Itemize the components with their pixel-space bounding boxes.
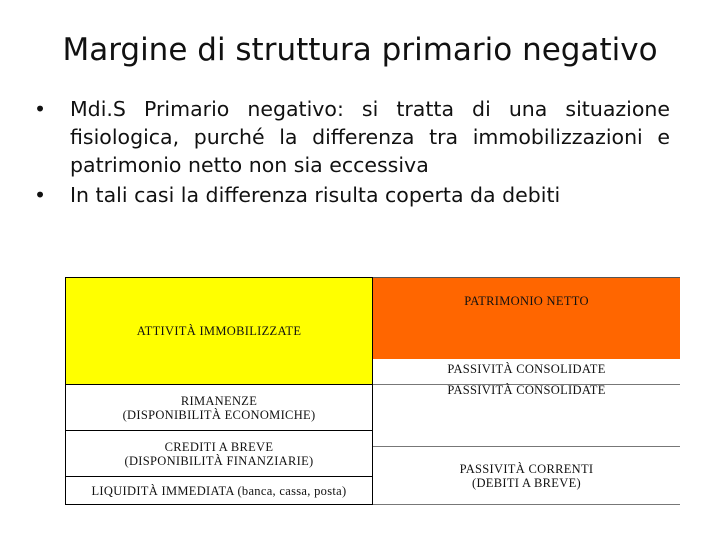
- crediti-sublabel: (DISPONIBILITÀ FINANZIARIE): [124, 453, 314, 468]
- rimanenze-cell: [65, 385, 373, 431]
- passivita-consolidate-label: PASSIVITÀ CONSOLIDATE: [447, 362, 606, 376]
- passivita-consolidate-cell: [373, 359, 680, 385]
- bullet-text: Mdi.S Primario negativo: si tratta di una situazione fisiologica, purché la differenza tra immobilizzazioni e patrimonio netto non sia eccessiva: [70, 97, 670, 177]
- passivita-correnti-cell: [373, 447, 680, 505]
- bullet-item: [30, 95, 670, 179]
- passivita-correnti-sublabel: (DEBITI A BREVE): [472, 475, 581, 490]
- bullet-symbol: •: [33, 97, 47, 121]
- patrimonio-netto-cell: [373, 277, 680, 359]
- passivita-consolidate-cell: [373, 385, 680, 447]
- bullet-text: In tali casi la differenza risulta coperta da debiti: [70, 183, 561, 207]
- rimanenze-label: RIMANENZE: [180, 393, 258, 408]
- bullet-list: [30, 95, 670, 211]
- crediti-label: CREDITI A BREVE: [164, 439, 274, 454]
- attivita-immobilizzate-cell: [65, 277, 373, 385]
- bullet-item: [30, 181, 670, 209]
- attivita-immobilizzate-label: ATTIVITÀ IMMOBILIZZATE: [136, 324, 302, 338]
- bullet-symbol: •: [33, 183, 47, 207]
- crediti-cell: [65, 431, 373, 477]
- passivita-correnti-label: PASSIVITÀ CORRENTI: [459, 461, 594, 476]
- slide-title: Margine di struttura primario negativo: [62, 32, 658, 68]
- rimanenze-sublabel: (DISPONIBILITÀ ECONOMICHE): [122, 407, 316, 422]
- liquidita-cell: [65, 477, 373, 505]
- balance-sheet-diagram: [65, 277, 680, 505]
- liquidita-label: LIQUIDITÀ IMMEDIATA (banca, cassa, posta): [91, 483, 347, 498]
- passivita-consolidate-label: PASSIVITÀ CONSOLIDATE: [447, 383, 606, 397]
- patrimonio-netto-label: PATRIMONIO NETTO: [464, 294, 589, 308]
